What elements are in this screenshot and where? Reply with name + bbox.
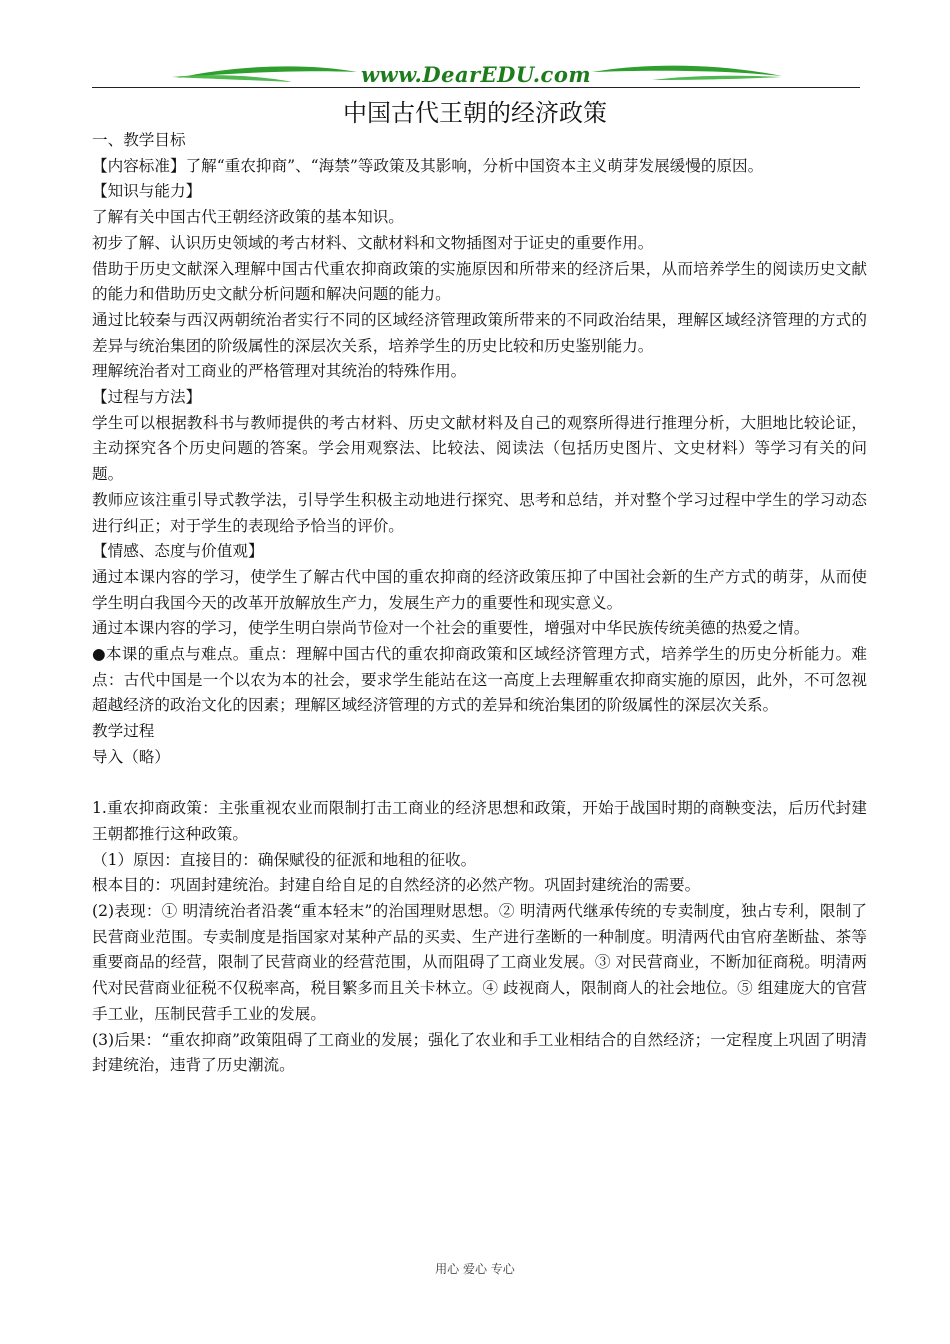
body-paragraph: 教学过程 xyxy=(92,722,155,741)
body-paragraph: 通过本课内容的学习，使学生了解古代中国的重农抑商的经济政策压抑了中国社会新的生产方式的萌芽，从而使学生明白我国今天的改革开放解放生产力，发展生产力的重要性和现实意义。 xyxy=(92,567,867,612)
body-paragraph: 理解统治者对工商业的严格管理对其统治的特殊作用。 xyxy=(92,362,467,381)
body-paragraph: 学生可以根据教科书与教师提供的考古材料、历史文献材料及自己的观察所得进行推理分析，大胆地比较论证，主动探究各个历史问题的答案。学会用观察法、比较法、阅读法（包括历史图片、文史材料）等学习有关的问题。 xyxy=(92,413,867,484)
body-paragraph: 教师应该注重引导式教学法，引导学生积极主动地进行探究、思考和总结，并对整个学习过程中学生的学习动态进行纠正；对于学生的表现给予恰当的评价。 xyxy=(92,490,867,535)
body-paragraph: 了解有关中国古代王朝经济政策的基本知识。 xyxy=(92,208,404,227)
body-paragraph: 通过本课内容的学习，使学生明白崇尚节俭对一个社会的重要性，增强对中华民族传统美德的热爱之情。 xyxy=(92,619,810,638)
document-title: 中国古代王朝的经济政策 xyxy=(343,99,607,127)
body-paragraph: (3)后果：“重农抑商”政策阻碍了工商业的发展；强化了农业和手工业相结合的自然经济；一定程度上巩固了明清封建统治，违背了历史潮流。 xyxy=(92,1030,867,1075)
body-paragraph: 借助于历史文献深入理解中国古代重农抑商政策的实施原因和所带来的经济后果，从而培养学生的阅读历史文献的能力和借助历史文献分析问题和解决问题的能力。 xyxy=(92,259,867,304)
page-footer: 用心 爱心 专心 xyxy=(435,1262,515,1276)
body-paragraph: 【知识与能力】 xyxy=(92,182,202,201)
body-paragraph: 1.重农抑商政策：主张重视农业而限制打击工商业的经济思想和政策，开始于战国时期的商鞅变法，后历代封建王朝都推行这种政策。 xyxy=(92,799,867,843)
body-paragraph: 通过比较秦与西汉两朝统治者实行不同的区域经济管理政策所带来的不同政治结果，理解区域经济管理的方式的差异与统治集团的阶级属性的深层次关系，培养学生的历史比较和历史鉴别能力。 xyxy=(92,310,867,355)
body-paragraph: （1）原因：直接目的：确保赋役的征派和地租的征收。 xyxy=(92,850,477,869)
body-paragraph: ●本课的重点与难点。重点：理解中国古代的重农抑商政策和区域经济管理方式，培养学生的历史分析能力。难点：古代中国是一个以农为本的社会，要求学生能站在这一高度上去理解重农抑商实施的原因，此外，不可忽视超越经济的政治文化的因素；理解区域经济管理的方式的差异和统治集团的阶级属性的深层次关系。 xyxy=(92,645,867,715)
body-paragraph: 【内容标准】了解“重农抑商”、“海禁”等政策及其影响，分析中国资本主义萌芽发展缓慢的原因。 xyxy=(92,156,764,175)
body-paragraph: 初步了解、认识历史领域的考古材料、文献材料和文物插图对于证史的重要作用。 xyxy=(92,233,654,252)
site-logo-text: www.DearEDU.com xyxy=(360,62,592,87)
body-paragraph: 根本目的：巩固封建统治。封建自给自足的自然经济的必然产物。巩固封建统治的需要。 xyxy=(92,876,701,895)
body-paragraph: 【情感、态度与价值观】 xyxy=(92,542,264,561)
body-paragraph: 一、教学目标 xyxy=(92,131,186,149)
body-paragraph: (2)表现：① 明清统治者沿袭“重本轻末”的治国理财思想。② 明清两代继承传统的专卖制度，独占专利，限制了民营商业范围。专卖制度是指国家对某种产品的买卖、生产进行垄断的一种制度。明清两代由官府垄断盐、茶等重要商品的经营，限制了民营商业的经营范围，从而阻碍了工商业发展。③ 对民营商业，不断加征商税。明清两代对民营商业征税不仅税率高，税目繁多而且关卡林立。④ 歧视商人，限制商人的社会地位。⑤ 组建庞大的官营手工业，压制民营手工业的发展。 xyxy=(92,902,867,1023)
header-divider xyxy=(92,87,860,88)
blank-line xyxy=(92,771,867,797)
body-paragraph: 【过程与方法】 xyxy=(92,388,202,407)
body-paragraph: 导入（略） xyxy=(92,747,170,766)
document-body xyxy=(92,128,867,1079)
